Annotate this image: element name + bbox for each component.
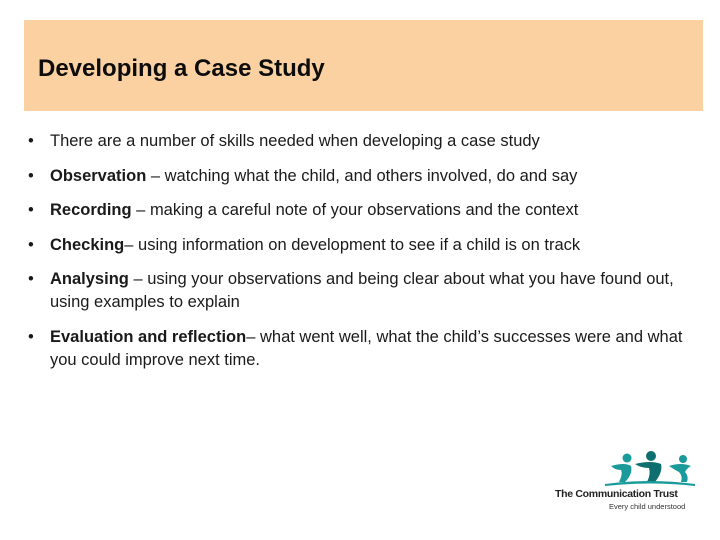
bullet-dot: • [28,166,34,185]
bullet-list [28,130,688,383]
bullet-dot: • [28,235,34,254]
bullet-bold: Recording [50,201,132,219]
figures-icon [605,450,695,490]
bullet-item [28,326,688,372]
bullet-text: – what went well, what the child’s successes were and what you could improve next time. [50,327,683,369]
bullet-text: – watching what the child, and others involved, do and say [146,166,578,185]
bullet-text: – using information on development to see if a child is on track [124,235,581,254]
communication-trust-logo [555,450,695,514]
bullet-item [28,130,688,153]
bullet-text: There are a number of skills needed when developing a case study [50,132,540,150]
logo-name: The Communication Trust [555,488,678,500]
bullet-dot: • [28,201,34,219]
slide-title: Developing a Case Study [38,55,325,82]
bullet-text: – making a careful note of your observations and the context [131,201,579,219]
bullet-item [28,199,688,222]
bullet-text: – using your observations and being clear about what you have found out, using examples to explain [50,270,674,311]
bullet-bold: Analysing [50,270,129,288]
bullet-bold: Evaluation and reflection [50,327,247,346]
bullet-item [28,165,688,188]
bullet-item [28,268,688,314]
bullet-item [28,234,688,257]
bullet-dot: • [28,270,34,288]
bullet-bold: Observation [50,166,147,185]
bullet-dot: • [28,327,34,346]
bullet-dot: • [28,132,34,150]
logo-tagline: Every child understood [609,502,686,511]
bullet-bold: Checking [50,235,125,254]
